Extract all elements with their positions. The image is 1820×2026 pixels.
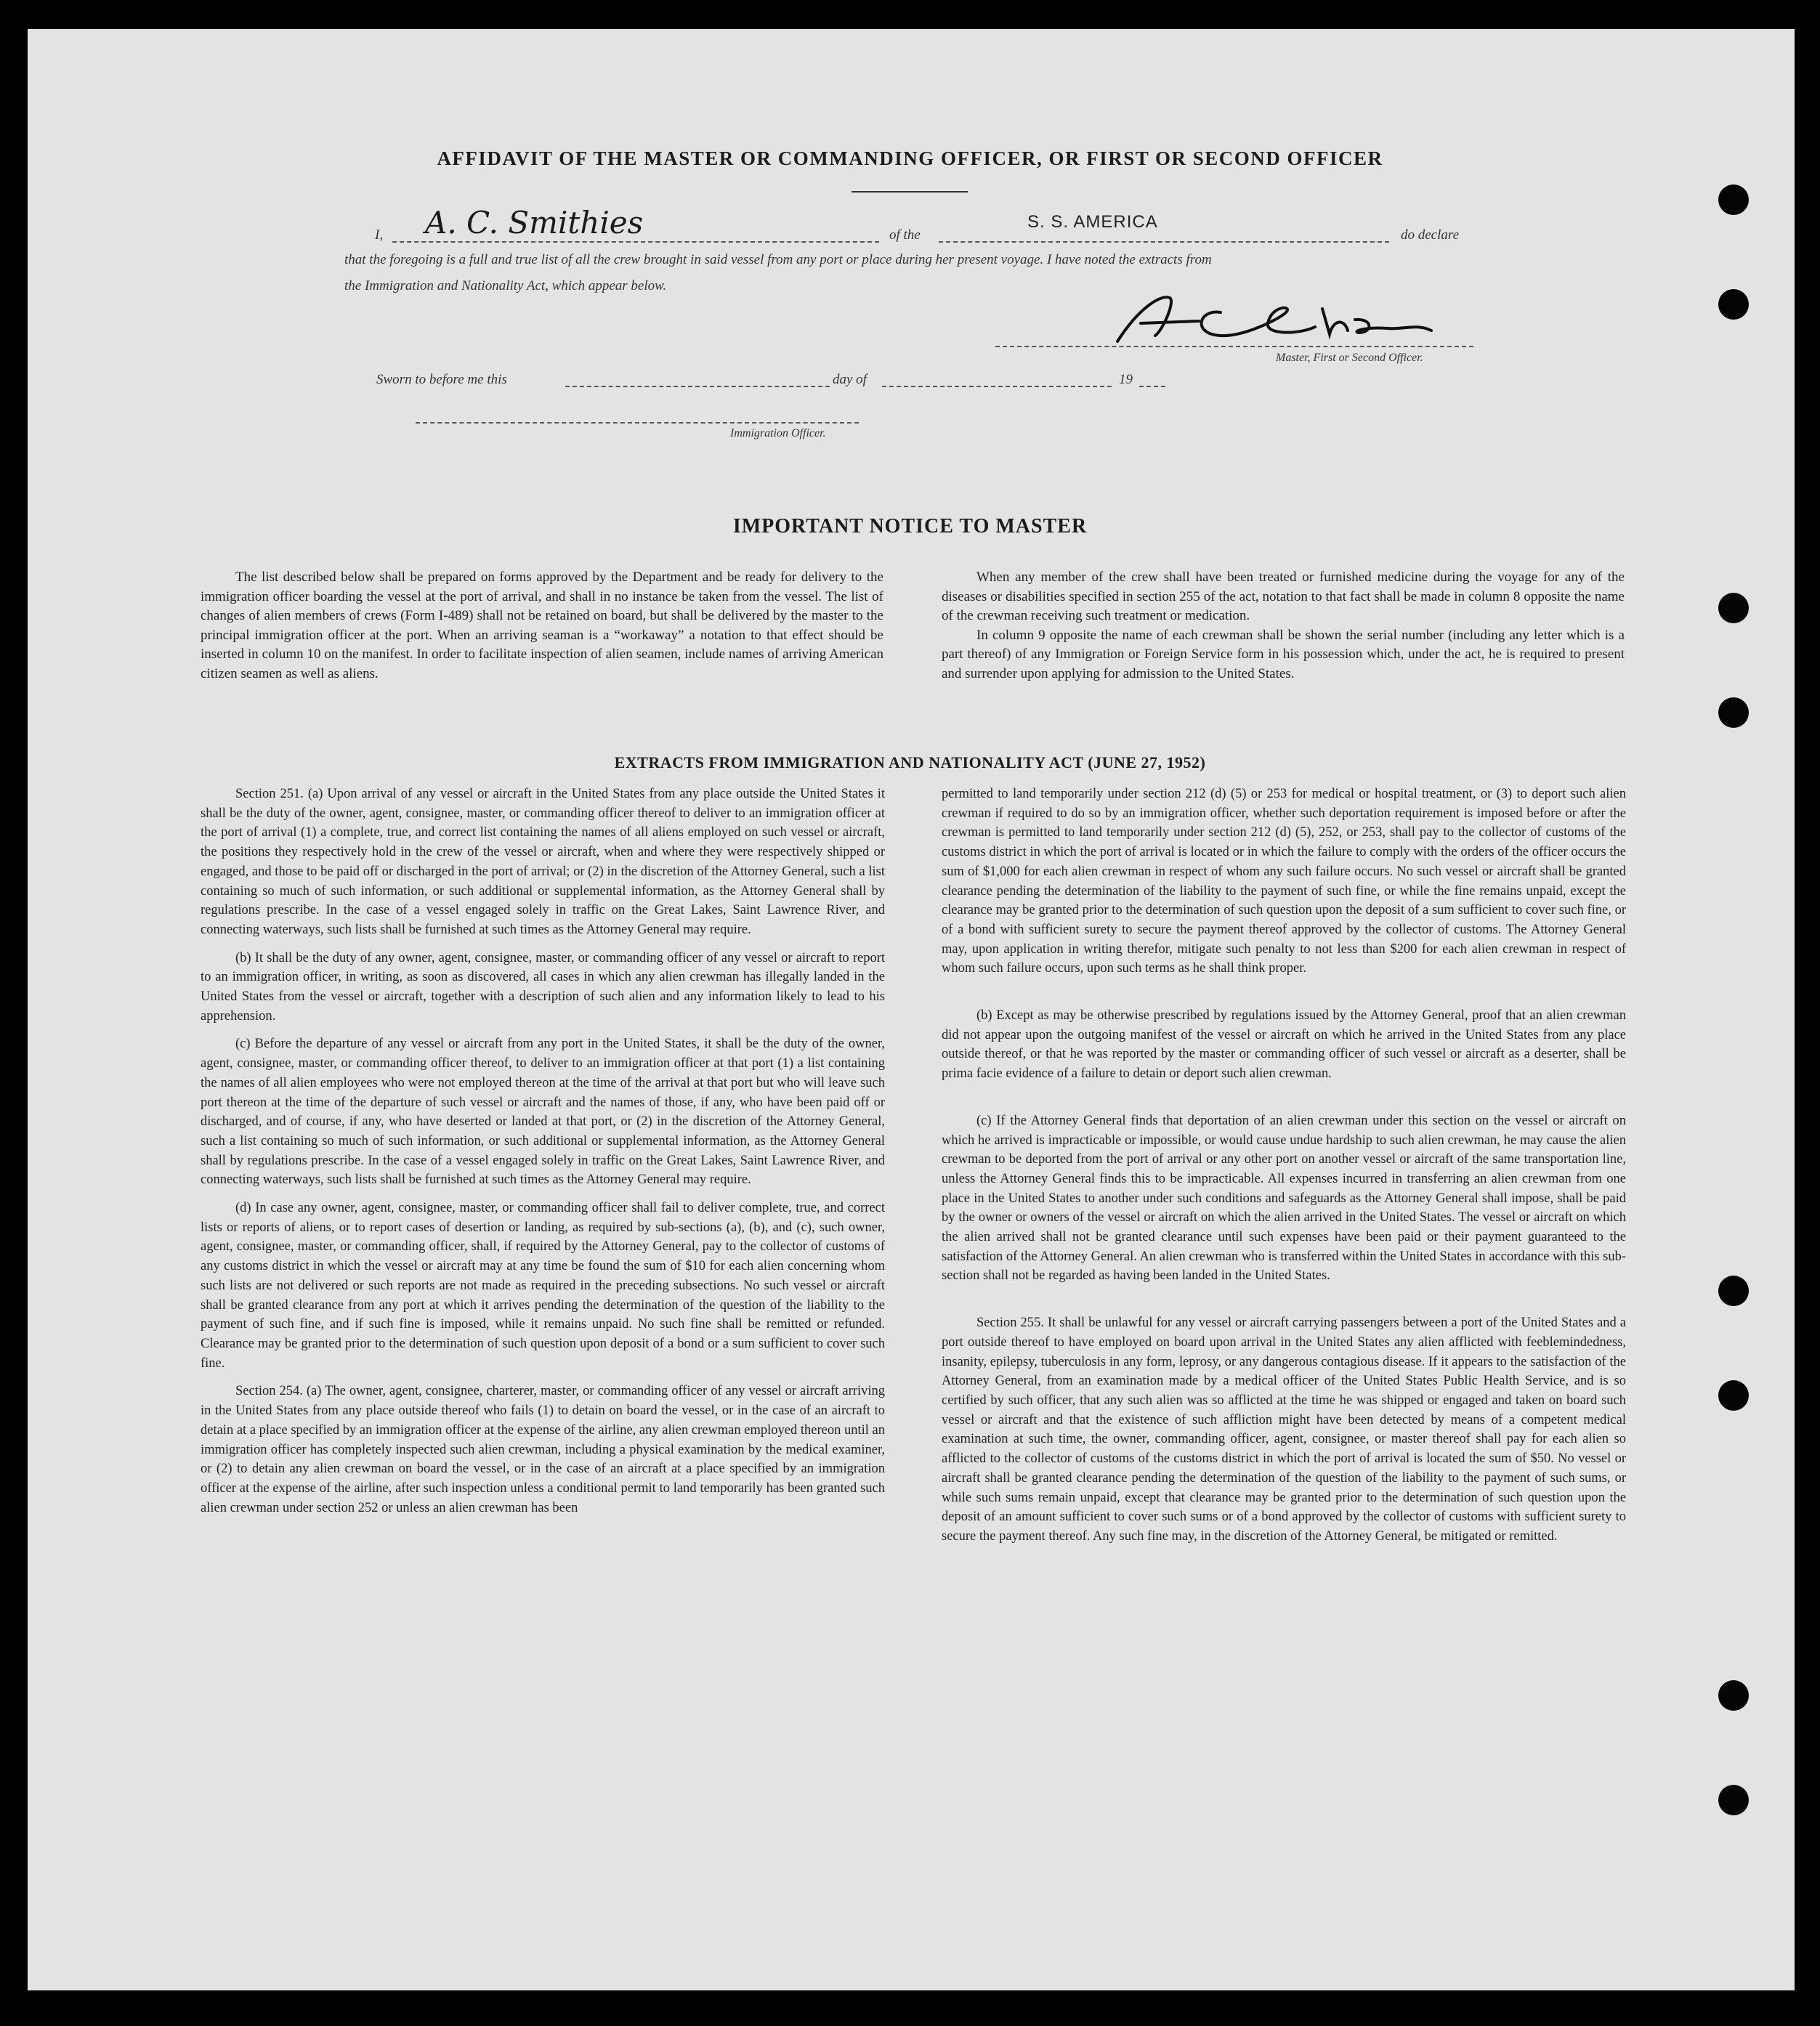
section-254-b: (b) Except as may be otherwise prescribed by regulations issued by the Attorney General, proof that an alien crewman did not appear upon the outgoing manifest of the vessel or aircraft on which he arrived in the United States from any place outside thereof, or that he was reported by the master or commanding officer of such vessel or aircraft as a deserter, shall be prima facie evidence of a failure to detain or deport such alien crewman. bbox=[942, 1008, 1626, 1082]
binder-hole bbox=[1718, 1380, 1749, 1411]
extracts-right-column bbox=[942, 785, 1626, 1555]
declaration-line-1: that the foregoing is a full and true list of all the crew brought in said vessel from any port or place during her present voyage. I have noted the extracts from bbox=[344, 252, 1212, 267]
section-255: Section 255. It shall be unlawful for any vessel or aircraft carrying passengers between a port of the United States and a port outside thereof to have employed on board upon arrival in the United States any alien afflicted with feeblemindedness, insanity, epilepsy, tuberculosis in any form, leprosy, or any dangerous contagious disease. If it appears to the satisfaction of the Attorney General, from an examination made by a medical officer of the United States Public Health Service, and is so certified by such officer, that any such alien was so afflicted at the time he was shipped or engaged and taken on board such vessel or aircraft and that the existence of such affliction might have been detected by means of a competent medical examination at such time, the owner, commanding officer, agent, consignee, or master thereof shall pay for each alien so afflicted to the collector of customs of the customs district in which the port of arrival is located the sum of $50. No vessel or aircraft shall be granted clearance pending the determination of the question of the liability to the payment of such sums, or while such sums remain unpaid, except that clearance may be granted prior to the determination of such question upon the deposit of an amount sufficient to cover such sums or of a bond approved by the collector of customs with sufficient surety to secure the payment thereof. Any such fine may, in the discretion of the Attorney General, be mitigated or remitted. bbox=[942, 1316, 1626, 1544]
i-label: I, bbox=[375, 227, 384, 243]
notice-left-paragraph: The list described below shall be prepared on forms approved by the Department and be ready for delivery to the immigration officer boarding the vessel at the port of arrival, and shall in no instance be taken from the vessel. The list of changes of alien members of crews (Form I-489) shall not be retained on board, but shall be delivered by the master to the principal immigration officer at the port. When an arriving seaman is a “workaway” a notation to that effect should be inserted in column 10 on the manifest. In order to facilitate inspection of alien seamen, include names of arriving American citizen seamen as well as aliens. bbox=[201, 570, 883, 681]
notice-left-column bbox=[201, 568, 883, 693]
binder-hole bbox=[1718, 289, 1749, 320]
master-name-handwritten: A. C. Smithies bbox=[425, 205, 644, 240]
notice-title: IMPORTANT NOTICE TO MASTER bbox=[732, 515, 1088, 538]
binder-hole bbox=[1718, 1276, 1749, 1306]
section-254-a-continued: permitted to land temporarily under section 212 (d) (5) or 253 for medical or hospital treatment, or (3) to deport such alien crewman if required to do so by an immigration officer, whether such deportation requirement is imposed before or after the crewman is permitted to land temporarily under section 212 (d) (5), 252, or 253, shall pay to the collector of customs of the customs district in which the port of arrival is located or in which the failure to comply with the orders of the officer occurs the sum of $1,000 for each alien crewman in respect of whom any such failure occurs. No such vessel or aircraft shall be granted clearance pending the determination of the liability to the payment of such fine, or while the fine remains unpaid, except the clearance may be granted prior to the determination of such question upon the deposit of a sum sufficient to cover such fine, or of a bond with sufficient surety to secure the payment thereof approved by the collector of customs. The Attorney General may, upon application in writing therefor, mitigate such penalty to not less than $200 for each alien crewman in respect of whom such failure occurs, upon such terms as he shall think proper. bbox=[942, 787, 1626, 976]
sworn-label: Sworn to before me this bbox=[376, 372, 507, 387]
vessel-name-line bbox=[939, 241, 1389, 243]
sworn-month-line bbox=[882, 386, 1112, 387]
day-of-label: day of bbox=[833, 372, 867, 387]
do-declare-label: do declare bbox=[1401, 227, 1460, 243]
section-254-c: (c) If the Attorney General finds that deportation of an alien crewman under this section on the vessel or aircraft on which he arrived is impracticable or impossible, or would cause undue hardship to such alien crewman, he may cause the alien crewman to be deported from the port of arrival or any other port on another vessel or aircraft of the same transportation line, unless the Attorney General finds this to be impracticable. All expenses incurred in transferring an alien crewman from one place in the United States to another under such conditions and safeguards as the Attorney General shall impose, shall be paid by the owner or owners of the vessel or aircraft on which the alien arrived in the United States. The vessel or aircraft on which the alien arrived shall not be granted clearance until such expenses have been paid or their payment guaranteed to the satisfaction of the Attorney General. An alien crewman who is transferred within the United States in accordance with this sub-section shall not be regarded as having been landed in the United States. bbox=[942, 1113, 1626, 1284]
sworn-day-line bbox=[565, 386, 830, 387]
notice-right-paragraph-2: In column 9 opposite the name of each crewman shall be shown the serial number (including any letter which is a part thereof) of any Immigration or Foreign Service form in his possession which, under the act, he is required to present and surrender upon applying for admission to the United States. bbox=[942, 627, 1625, 681]
of-the-label: of the bbox=[889, 227, 921, 243]
binder-hole bbox=[1718, 1785, 1749, 1815]
notice-right-column bbox=[942, 568, 1625, 693]
vessel-name: S. S. AMERICA bbox=[1027, 212, 1158, 232]
master-name-line bbox=[392, 241, 879, 243]
binder-hole bbox=[1718, 593, 1749, 623]
section-251-c: (c) Before the departure of any vessel or aircraft from any port in the United States, it shall be the duty of the owner, agent, consignee, master, or commanding officer thereof, to deliver to an immigration officer at that port (1) a list containing the names of all alien employees who were not employed thereon at the time of the arrival at that port but who will leave such port thereon at the time of the departure of such vessel or aircraft and the names of those, if any, who have been paid off or discharged, and of course, if any, who have deserted or landed at that port, or (2) in the discretion of the Attorney General, such a list containing so much of such information, or such additional or supplemental information, as the Attorney General shall by regulations prescribe. In the case of a vessel engaged solely in traffic on the Great Lakes, Saint Lawrence River, and connecting waterways, such lists shall be furnished at such times as the Attorney General may require. bbox=[201, 1037, 885, 1188]
section-254-a: Section 254. (a) The owner, agent, consignee, charterer, master, or commanding officer of any vessel or aircraft arriving in the United States from any place outside thereof who fails (1) to detain on board the vessel, or in the case of an aircraft to detain at a place specified by an immigration officer at the expense of the airline, any alien crewman employed thereon until an immigration officer has completely inspected such alien crewman, including a physical examination by the medical examiner, or (2) to detain any alien crewman on board the vessel, or in the case of an aircraft at a place specified by an immigration officer at the expense of the airline, after such inspection unless a conditional permit to land temporarily has been granted such alien crewman under section 252 or unless an alien crewman has been bbox=[201, 1384, 885, 1515]
section-251-b: (b) It shall be the duty of any owner, agent, consignee, master, or commanding officer of any vessel or aircraft to report to an immigration officer, in writing, as soon as discovered, all cases in which any alien crewman has illegally landed in the United States from the vessel or aircraft, together with a description of such alien and any information likely to lead to his apprehension. bbox=[201, 950, 885, 1024]
signature-caption: Master, First or Second Officer. bbox=[1276, 352, 1423, 364]
binder-hole bbox=[1718, 185, 1749, 215]
binder-hole bbox=[1718, 1680, 1749, 1711]
binder-hole bbox=[1718, 697, 1749, 728]
declaration-line-2: the Immigration and Nationality Act, which appear below. bbox=[344, 278, 667, 293]
section-251-d: (d) In case any owner, agent, consignee, master, or commanding officer shall fail to deliver complete, true, and correct lists or reports of aliens, or to report cases of desertion or landing, as required by sub-sections (a), (b), and (c), such owner, agent, consignee, master, or commanding officer, shall, if required by the Attorney General, pay to the collector of customs of any customs district in which the vessel or aircraft may at any time be found the sum of $10 for each alien concerning whom such lists are not delivered or such reports are not made as required in the preceding subsections. No such vessel or aircraft shall be granted clearance from any port at which it arrives pending the determination of the question of the liability to the payment of such fine, and if such fine is imposed, while it remains unpaid. No such fine shall be remitted or refunded. Clearance may be granted prior to the determination of such question upon deposit of a bond or a sum sufficient to cover such fine. bbox=[201, 1201, 885, 1371]
extracts-left-column bbox=[201, 785, 885, 1526]
affidavit-title: AFFIDAVIT OF THE MASTER OR COMMANDING OFFICER, OR FIRST OR SECOND OFFICER bbox=[437, 147, 1383, 169]
immigration-officer-line bbox=[416, 422, 859, 424]
notice-right-paragraph-1: When any member of the crew shall have been treated or furnished medicine during the voyage for any of the diseases or disabilities specified in section 255 of the act, notation to that fact shall be made in column 8 opposite the name of the crewman receiving such treatment or medication. bbox=[942, 570, 1625, 624]
extracts-title: EXTRACTS FROM IMMIGRATION AND NATIONALITY ACT (JUNE 27, 1952) bbox=[614, 753, 1206, 771]
immigration-officer-caption: Immigration Officer. bbox=[730, 427, 826, 439]
section-251-a: Section 251. (a) Upon arrival of any vessel or aircraft in the United States from any place outside the United States it shall be the duty of the owner, agent, consignee, master, or commanding officer thereof to deliver to an immigration officer at the port of arrival (1) a complete, true, and correct list containing the names of all aliens employed on such vessel or aircraft, the positions they respectively hold in the crew of the vessel or aircraft, when and where they were respectively shipped or engaged, and those to be paid off or discharged in the port of arrival; or (2) in the discretion of the Attorney General, such a list containing so much of such information, or such additional or supplemental information, as the Attorney General shall by regulations prescribe. In the case of a vessel engaged solely in traffic on the Great Lakes, Saint Lawrence River, and connecting waterways, such lists shall be furnished at such times as the Attorney General may require. bbox=[201, 787, 885, 937]
year-prefix: 19 bbox=[1119, 372, 1133, 387]
signature-line bbox=[995, 346, 1473, 347]
title-divider bbox=[852, 191, 968, 193]
master-signature bbox=[1112, 291, 1439, 349]
sworn-year-line bbox=[1139, 386, 1165, 387]
